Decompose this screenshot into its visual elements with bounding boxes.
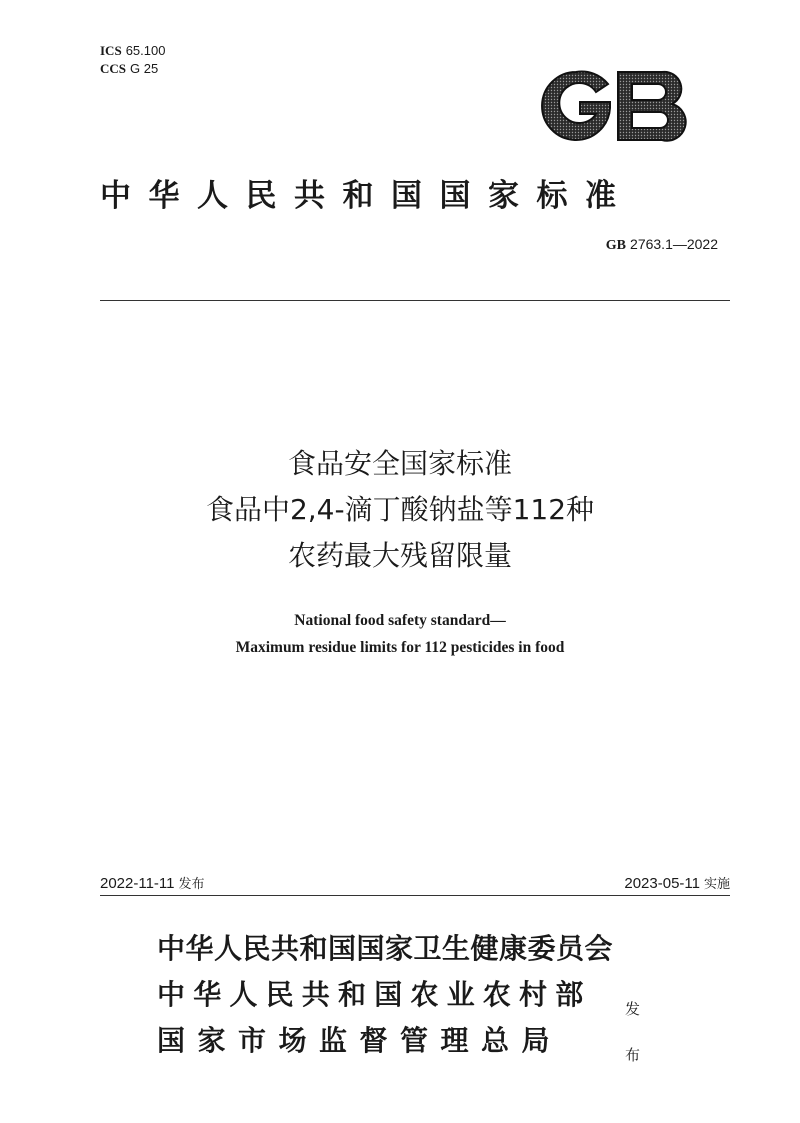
national-standard-heading: 中华人民共和国国家标准: [100, 178, 634, 214]
standard-number-prefix: GB: [605, 238, 627, 253]
ics-label: ICS: [100, 43, 122, 58]
title-en-line-2: Maximum residue limits for 112 pesticides in food: [235, 639, 565, 656]
title-en-line-1: National food safety standard—: [294, 612, 506, 629]
header-divider: [100, 300, 730, 301]
issuer-agriculture-ministry: 中华人民共和国农业农村部: [157, 978, 592, 1011]
footer-divider: [100, 895, 730, 896]
ccs-label: CCS: [100, 61, 127, 76]
issuers-publish-label: 发布: [625, 1000, 643, 1064]
title-english: [0, 607, 800, 661]
implement-date: [624, 873, 730, 892]
issuer-market-regulation: 国家市场监督管理总局: [157, 1024, 563, 1057]
gb-logo-icon: [538, 68, 690, 144]
standard-number: [606, 236, 718, 254]
ics-row: [100, 42, 165, 60]
title-cn-line-1: 食品安全国家标准: [287, 447, 512, 480]
title-chinese: [0, 441, 800, 579]
title-cn-line-3: 农药最大残留限量: [287, 539, 512, 572]
ics-value: 65.100: [125, 43, 166, 58]
ccs-value: G 25: [130, 61, 159, 76]
standard-number-value: 2763.1—2022: [630, 236, 718, 252]
ccs-row: [100, 60, 165, 78]
implement-date-label: 实施: [703, 877, 730, 892]
publish-date-value: 2022-11-11: [100, 875, 175, 892]
issuer-health-commission: 中华人民共和国国家卫生健康委员会: [157, 932, 614, 965]
publish-date: [100, 873, 205, 892]
publish-date-label: 发布: [178, 877, 205, 892]
classification-codes: [100, 42, 165, 78]
title-cn-line-2: 食品中2,4-滴丁酸钠盐等112种: [205, 493, 595, 526]
issuing-authorities: [157, 926, 643, 1064]
implement-date-value: 2023-05-11: [624, 875, 700, 892]
